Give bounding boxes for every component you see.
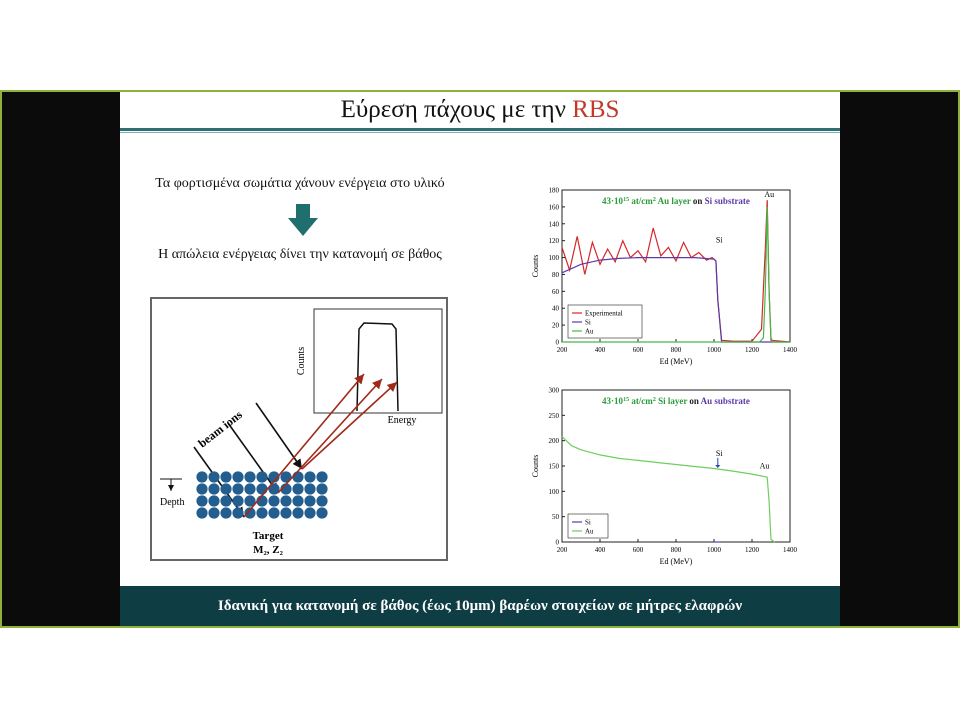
y-tick-label: 100	[548, 487, 559, 496]
title-rule	[120, 128, 840, 131]
footer-banner: Ιδανική για κατανομή σε βάθος (έως 10μm) βαρέων στοιχείων σε μήτρες ελαφρών	[120, 586, 840, 626]
target-atom	[316, 483, 327, 494]
x-axis-label: Ed (MeV)	[659, 557, 693, 566]
y-tick-label: 200	[548, 437, 559, 446]
slide	[120, 92, 840, 626]
title-main: Εύρεση πάχους με την	[340, 96, 566, 123]
annotation-si: Si	[715, 448, 723, 458]
y-tick-label: 120	[548, 237, 559, 246]
target-atom	[220, 471, 231, 482]
x-tick-label: 1000	[707, 546, 721, 554]
y-tick-label: 150	[548, 462, 559, 471]
title-accent: RBS	[572, 96, 620, 123]
slide-title	[120, 92, 840, 128]
x-tick-label: 1400	[783, 546, 797, 554]
target-atom	[232, 471, 243, 482]
chart-title: $43\cdot 10^{15}$ $at/cm^2$ Si layer on Au substrate	[602, 396, 750, 406]
target-atom	[208, 495, 219, 506]
y-tick-label: 40	[552, 304, 559, 313]
target-atom	[208, 507, 219, 518]
target-atom	[196, 495, 207, 506]
annotation-au: Au	[759, 461, 770, 471]
y-tick-label: 60	[552, 287, 559, 296]
target-atom	[196, 471, 207, 482]
y-tick-label: 250	[548, 411, 559, 420]
beam-label: beam ions	[195, 407, 245, 451]
target-atom	[316, 507, 327, 518]
annotation-au: Au	[764, 189, 775, 199]
rbs-diagram	[150, 297, 448, 561]
x-tick-label: 400	[594, 546, 606, 554]
target-atom	[304, 471, 315, 482]
target-atom	[256, 483, 267, 494]
rbs-diagram-svg	[152, 299, 446, 559]
x-tick-label: 600	[632, 346, 644, 354]
target-atom	[292, 495, 303, 506]
energy-label: Energy	[387, 415, 417, 426]
x-tick-label: 200	[556, 346, 568, 354]
x-tick-label: 1000	[707, 346, 721, 354]
y-tick-label: 80	[552, 270, 559, 279]
target-atom	[244, 471, 255, 482]
y-tick-label: 20	[552, 321, 559, 330]
x-axis-label: Ed (MeV)	[659, 357, 693, 366]
x-tick-label: 1200	[745, 346, 759, 354]
x-tick-label: 400	[594, 346, 606, 354]
y-tick-label: 100	[548, 254, 559, 263]
target-atom	[220, 507, 231, 518]
rbs-spectrum-si-on-au	[528, 382, 800, 582]
target-sub-label: M₂, Z₂	[253, 544, 283, 556]
target-atom	[292, 483, 303, 494]
y-tick-label: 0	[555, 338, 559, 347]
legend-item: Au	[585, 327, 594, 336]
beam-arrow-3	[256, 403, 302, 469]
y-tick-label: 180	[548, 186, 559, 195]
target-atom	[220, 483, 231, 494]
target-atom	[232, 495, 243, 506]
target-atom	[256, 471, 267, 482]
target-atom	[316, 495, 327, 506]
target-atom	[208, 483, 219, 494]
target-atom	[196, 507, 207, 518]
chart-title: $43\cdot 10^{15}$ $at/cm^2$ Au layer on Si substrate	[602, 196, 750, 206]
text-line-1: Τα φορτισμένα σωμάτια χάνουν ενέργεια στο υλικό	[155, 176, 445, 191]
target-atom	[232, 483, 243, 494]
x-tick-label: 800	[670, 546, 682, 554]
target-atom	[304, 483, 315, 494]
inset-box	[314, 309, 442, 413]
rbs-spectrum-au-on-si	[528, 182, 800, 382]
x-tick-label: 1400	[783, 346, 797, 354]
target-label: Target	[252, 530, 284, 542]
target-atom	[304, 495, 315, 506]
counts-label: Counts	[296, 346, 307, 376]
target-atom	[268, 507, 279, 518]
x-tick-label: 800	[670, 346, 682, 354]
target-atom	[196, 483, 207, 494]
text-line-2: Η απώλεια ενέργειας δίνει την κατανομή σε βάθος	[158, 247, 442, 262]
y-axis-label: Counts	[531, 254, 540, 278]
y-tick-label: 300	[548, 386, 559, 395]
down-arrow-icon	[288, 204, 318, 236]
legend-item: Au	[585, 527, 594, 536]
annotation-si: Si	[715, 235, 723, 245]
legend-item: Si	[585, 318, 591, 327]
target-atom	[280, 507, 291, 518]
scatter-arrow-1	[244, 374, 364, 517]
target-atom	[280, 495, 291, 506]
target-atom	[244, 483, 255, 494]
target-atom	[268, 495, 279, 506]
depth-label: Depth	[160, 497, 185, 508]
target-atom	[208, 471, 219, 482]
x-tick-label: 200	[556, 546, 568, 554]
beam-arrow-2	[228, 423, 278, 493]
target-atom	[292, 507, 303, 518]
y-axis-label: Counts	[531, 454, 540, 478]
legend-item: Experimental	[585, 309, 623, 318]
y-tick-label: 140	[548, 220, 559, 229]
target-atom	[316, 471, 327, 482]
target-atom	[220, 495, 231, 506]
x-tick-label: 1200	[745, 546, 759, 554]
y-tick-label: 160	[548, 203, 559, 212]
target-atom	[232, 507, 243, 518]
x-tick-label: 600	[632, 546, 644, 554]
y-tick-label: 50	[552, 513, 559, 522]
title-rule-thin	[120, 132, 840, 133]
target-atom	[256, 507, 267, 518]
y-tick-label: 0	[555, 538, 559, 547]
target-atom	[292, 471, 303, 482]
legend-item: Si	[585, 518, 591, 527]
target-atom	[304, 507, 315, 518]
